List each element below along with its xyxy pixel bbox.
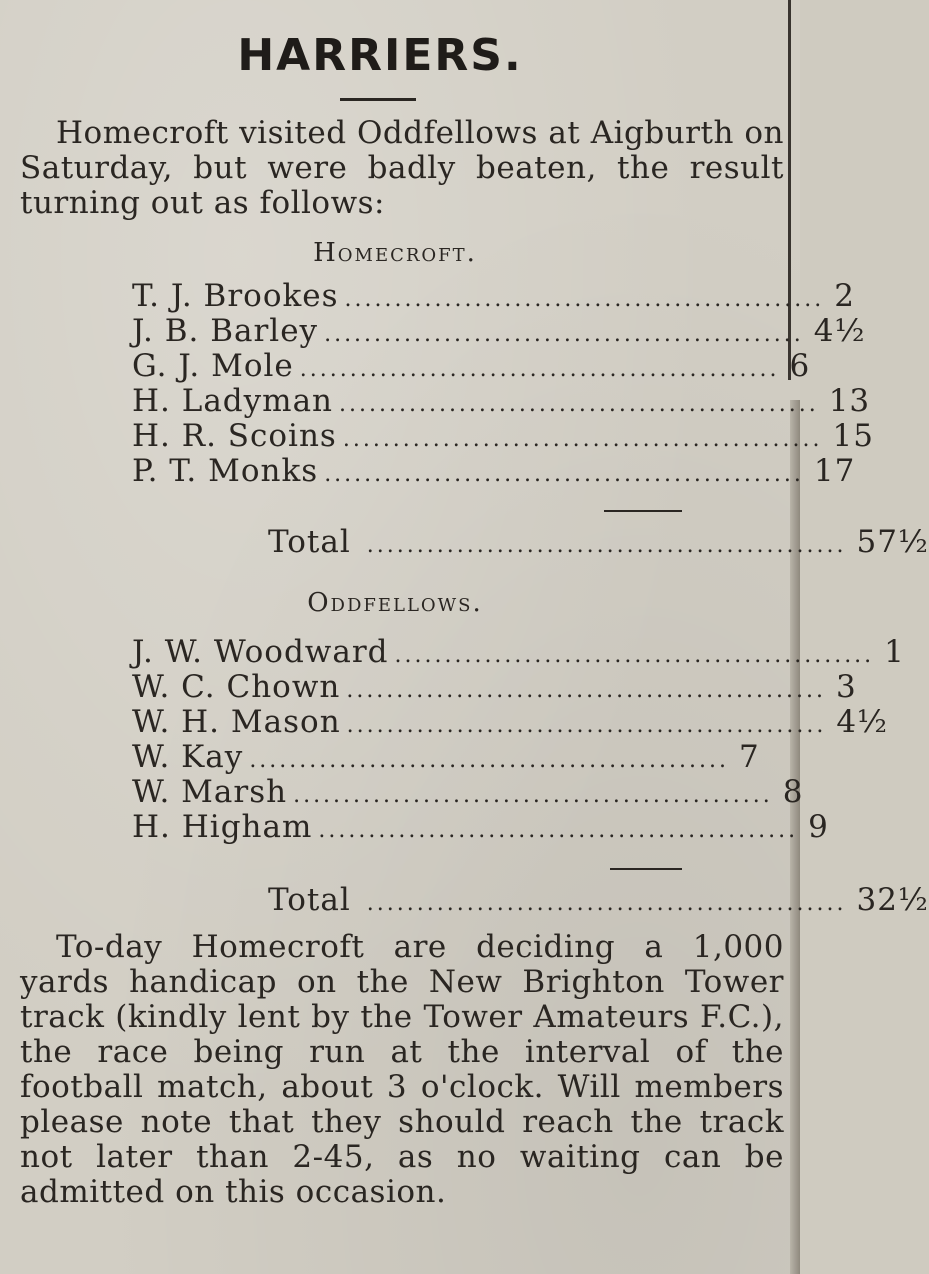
closing-paragraph: To-day Homecroft are deciding a 1,000 yards handicap on the New Brighton Tower track (kindly lent by the Tower Amateurs F.C.), the race being run at the interval of the football match, about 3 o'clock. Will members please note that they should reach the track not later than 2-45, as no waiting can be admitted on this occasion. [20,929,784,1210]
results-list-oddfellows [132,634,905,845]
result-row: J. B. Barley ................................................ 4½ [132,313,866,349]
runner-score: 15 [832,418,874,454]
result-row: P. T. Monks ................................................ 17 [132,453,856,489]
runner-name: W. Marsh [132,774,288,810]
total-label: Total [268,524,351,560]
article-heading: HARRIERS. [237,30,523,81]
runner-name: W. Kay [132,739,244,775]
team-name-homecroft: Homecroft. [313,238,477,268]
results-list-homecroft [132,278,874,489]
runner-name: H. R. Scoins [132,418,337,454]
runner-name: W. C. Chown [132,669,341,705]
result-row: H. R. Scoins ................................................ 15 [132,418,874,454]
runner-score: 9 [808,809,829,845]
runner-score: 13 [828,383,871,419]
runner-score: 4½ [813,313,866,349]
result-row: J. W. Woodward ................................................ 1 [132,634,905,670]
result-row: W. H. Mason ................................................ 4½ [132,704,889,740]
runner-score: 6 [789,348,811,384]
runner-name: G. J. Mole [132,348,294,384]
runner-score: 1 [884,634,905,670]
runner-score: 7 [738,739,760,775]
heading-divider [340,98,416,101]
result-row: W. Marsh ................................................ 8 [132,774,804,810]
runner-name: H. Higham [132,809,313,845]
total-row-oddfellows: Total ................................................ 32½ [268,882,929,918]
total-divider [604,510,682,512]
runner-name: H. Ladyman [132,383,334,419]
runner-name: T. J. Brookes [132,278,339,314]
total-row-homecroft: Total ................................................ 57½ [268,524,929,560]
result-row: H. Higham ................................................ 9 [132,809,829,845]
runner-score: 2 [834,278,855,314]
intro-paragraph: Homecroft visited Oddfellows at Aigburth on Saturday, but were badly beaten, the result turning out as follows: [20,115,784,221]
runner-name: J. W. Woodward [132,634,389,670]
runner-score: 8 [782,774,804,810]
runner-name: P. T. Monks [132,453,319,489]
runner-name: J. B. Barley [132,313,319,349]
result-row: H. Ladyman ................................................ 13 [132,383,871,419]
total-divider [610,868,682,870]
runner-score: 4½ [836,704,889,740]
runner-score: 3 [836,669,857,705]
total-score: 32½ [856,882,929,918]
team-name-oddfellows: Oddfellows. [307,588,483,618]
total-score: 57½ [856,524,929,560]
runner-name: W. H. Mason [132,704,341,740]
result-row: T. J. Brookes ................................................ 2 [132,278,855,314]
total-label: Total [268,882,351,918]
runner-score: 17 [813,453,856,489]
result-row: W. Kay ................................................ 7 [132,739,760,775]
result-row: G. J. Mole ................................................ 6 [132,348,811,384]
result-row: W. C. Chown ................................................ 3 [132,669,857,705]
